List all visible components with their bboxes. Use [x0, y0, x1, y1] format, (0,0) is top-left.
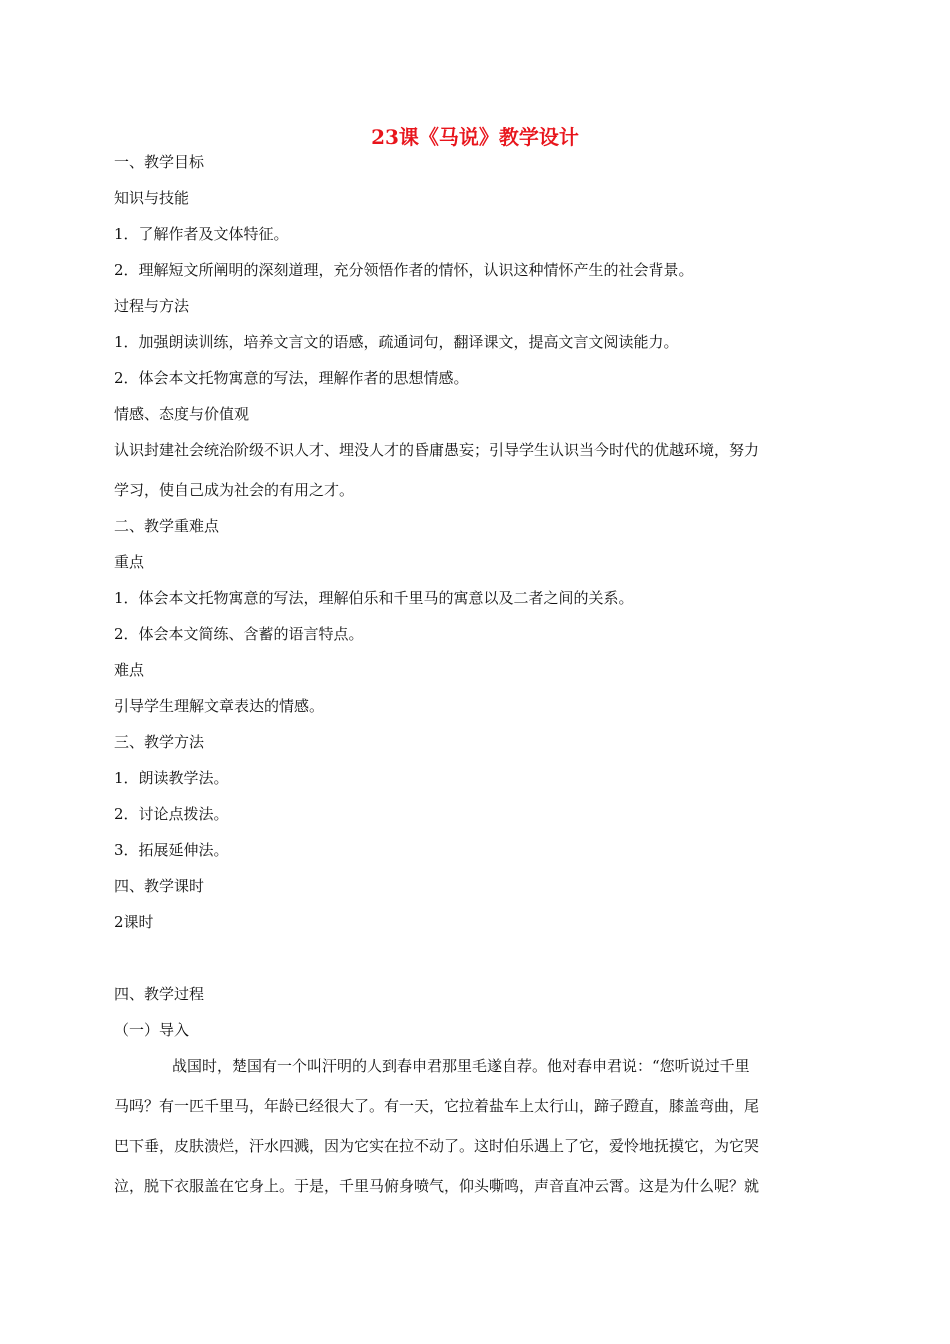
paragraph-line: 战国时，楚国有一个叫汗明的人到春申君那里毛遂自荐。他对春申君说：“您听说过千里: [172, 1057, 750, 1075]
paragraph-line: 泣，脱下衣服盖在它身上。于是，千里马俯身喷气，仰头嘶鸣，声音直冲云霄。这是为什么呢？就: [114, 1177, 760, 1195]
objective-item: 1．了解作者及文体特征。: [114, 225, 289, 243]
class-hours-value: 2课时: [114, 913, 154, 931]
key-point-item: 1．体会本文托物寓意的写法，理解伯乐和千里马的寓意以及二者之间的关系。: [114, 589, 634, 607]
document-title: 23课《马说》教学设计: [371, 125, 579, 149]
key-point-item: 2．体会本文简练、含蓄的语言特点。: [114, 625, 364, 643]
subheading-knowledge-skills: 知识与技能: [114, 189, 190, 207]
objective-item: 1．加强朗读训练，培养文言文的语感，疏通词句，翻译课文，提高文言文阅读能力。: [114, 333, 679, 351]
section-heading-process: 四、教学过程: [114, 985, 205, 1003]
method-item: 3．拓展延伸法。: [114, 841, 229, 859]
paragraph-line: 巴下垂，皮肤溃烂，汗水四溅，因为它实在拉不动了。这时伯乐遇上了它，爱怜地抚摸它，为它哭: [114, 1137, 760, 1155]
paragraph-line: 学习，使自己成为社会的有用之才。: [114, 481, 355, 499]
objective-item: 2．体会本文托物寓意的写法，理解作者的思想情感。: [114, 369, 469, 387]
subheading-key: 重点: [114, 553, 145, 571]
paragraph-line: 马吗？有一匹千里马，年龄已经很大了。有一天，它拉着盐车上太行山，蹄子蹬直，膝盖弯曲，尾: [114, 1097, 760, 1115]
section-heading-methods: 三、教学方法: [114, 733, 205, 751]
objective-item: 2．理解短文所阐明的深刻道理，充分领悟作者的情怀，认识这种情怀产生的社会背景。: [114, 261, 694, 279]
section-heading-key-points: 二、教学重难点: [114, 517, 220, 535]
section-heading-class-hours: 四、教学课时: [114, 877, 205, 895]
subheading-emotion-values: 情感、态度与价值观: [114, 405, 250, 423]
paragraph-line: 引导学生理解文章表达的情感。: [114, 697, 325, 715]
subheading-difficult: 难点: [114, 661, 145, 679]
method-item: 2．讨论点拨法。: [114, 805, 229, 823]
subheading-process-methods: 过程与方法: [114, 297, 190, 315]
subheading-introduction: （一）导入: [114, 1021, 190, 1039]
section-heading-objectives: 一、教学目标: [114, 153, 205, 171]
method-item: 1．朗读教学法。: [114, 769, 229, 787]
paragraph-line: 认识封建社会统治阶级不识人才、埋没人才的昏庸愚妄；引导学生认识当今时代的优越环境，努力: [114, 441, 760, 459]
